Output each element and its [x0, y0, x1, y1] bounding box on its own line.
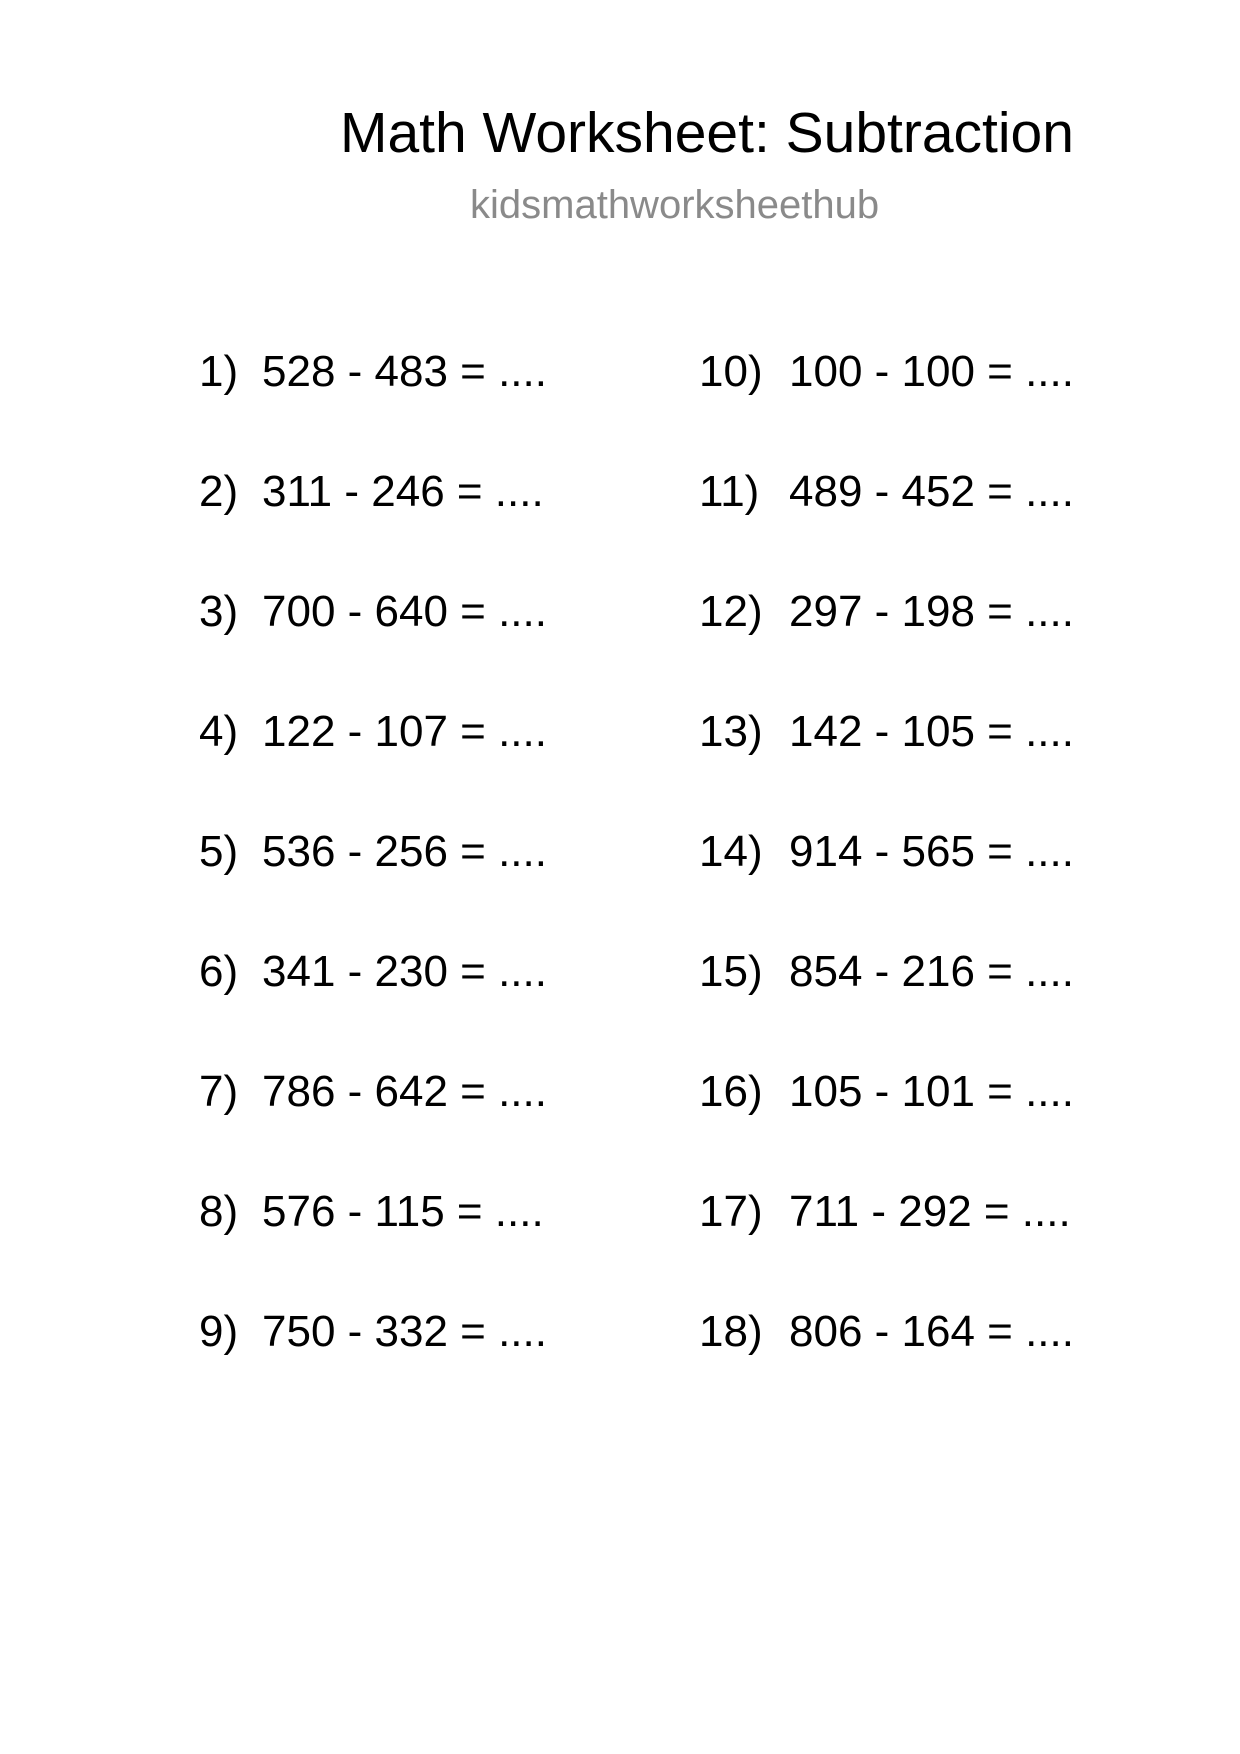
problem-expression: 806 - 164 = ....	[789, 1307, 1074, 1356]
problem-item	[199, 1066, 719, 1186]
problem-item	[699, 586, 1219, 706]
problem-item	[199, 706, 719, 826]
problem-expression: 297 - 198 = ....	[789, 587, 1074, 636]
problem-number: 9)	[199, 1307, 239, 1356]
problem-number: 16)	[699, 1067, 763, 1116]
problem-column-right	[699, 346, 1219, 1426]
problem-item	[699, 1306, 1219, 1426]
problem-number: 11)	[699, 467, 760, 516]
problem-number: 1)	[199, 347, 239, 396]
problem-item	[199, 466, 719, 586]
problem-number: 17)	[699, 1187, 763, 1236]
problem-number: 8)	[199, 1187, 239, 1236]
problem-number: 4)	[199, 707, 239, 756]
problem-item	[199, 946, 719, 1066]
problem-item	[199, 1306, 719, 1426]
problem-item	[199, 826, 719, 946]
problem-item	[699, 706, 1219, 826]
problem-number: 12)	[699, 587, 763, 636]
problem-expression: 105 - 101 = ....	[789, 1067, 1074, 1116]
problem-expression: 576 - 115 = ....	[262, 1187, 544, 1236]
problem-expression: 786 - 642 = ....	[262, 1067, 547, 1116]
problem-expression: 700 - 640 = ....	[262, 587, 547, 636]
problem-item	[699, 1186, 1219, 1306]
problem-expression: 536 - 256 = ....	[262, 827, 547, 876]
problem-item	[699, 1066, 1219, 1186]
problem-item	[199, 346, 719, 466]
problem-expression: 528 - 483 = ....	[262, 347, 547, 396]
problem-number: 7)	[199, 1067, 239, 1116]
problem-number: 10)	[699, 347, 763, 396]
problem-number: 15)	[699, 947, 763, 996]
problem-column-left	[199, 346, 719, 1426]
problem-expression: 341 - 230 = ....	[262, 947, 547, 996]
page-title: Math Worksheet: Subtraction	[340, 101, 1074, 165]
problem-number: 6)	[199, 947, 239, 996]
page-subtitle: kidsmathworksheethub	[470, 183, 880, 227]
problem-item	[699, 826, 1219, 946]
problem-number: 3)	[199, 587, 239, 636]
problem-expression: 711 - 292 = ....	[789, 1187, 1071, 1236]
problem-expression: 854 - 216 = ....	[789, 947, 1074, 996]
problem-number: 14)	[699, 827, 763, 876]
problem-item	[699, 946, 1219, 1066]
problem-expression: 750 - 332 = ....	[262, 1307, 547, 1356]
problem-number: 5)	[199, 827, 239, 876]
problem-number: 13)	[699, 707, 763, 756]
problem-expression: 311 - 246 = ....	[262, 467, 544, 516]
problem-number: 2)	[199, 467, 239, 516]
problem-item	[699, 346, 1219, 466]
problem-expression: 142 - 105 = ....	[789, 707, 1074, 756]
problem-item	[699, 466, 1219, 586]
problem-expression: 914 - 565 = ....	[789, 827, 1074, 876]
problem-item	[199, 1186, 719, 1306]
problem-expression: 122 - 107 = ....	[262, 707, 547, 756]
problem-item	[199, 586, 719, 706]
problem-number: 18)	[699, 1307, 763, 1356]
problem-expression: 489 - 452 = ....	[789, 467, 1074, 516]
problem-expression: 100 - 100 = ....	[789, 347, 1074, 396]
